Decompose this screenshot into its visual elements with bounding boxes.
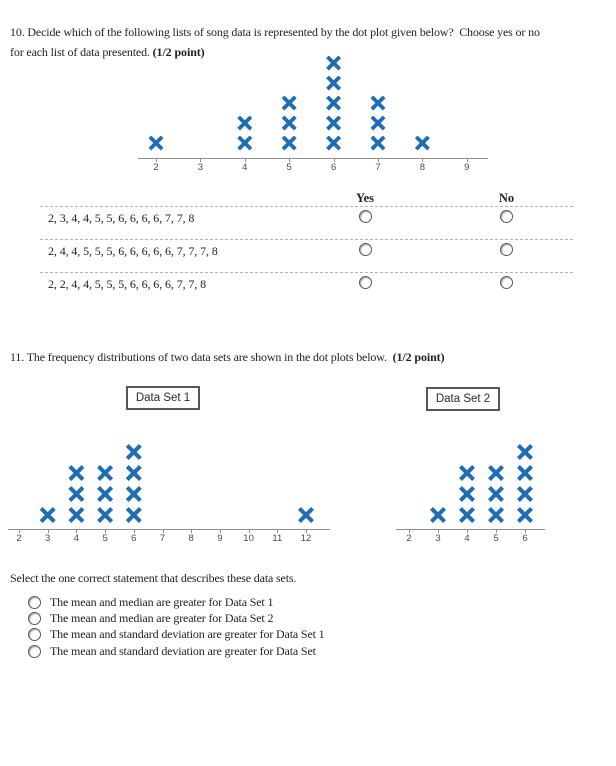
- dot-plot-data-set-2: [393, 440, 553, 545]
- axis-tick-label: 9: [464, 162, 470, 173]
- question-11-text: [10, 347, 444, 367]
- question-10-line1: 10. Decide which of the following lists of song data is represented by the dot plot given below? Choose yes or no: [10, 25, 540, 39]
- question-10-points: (1/2 point): [152, 45, 205, 59]
- axis-tick-label: 8: [188, 533, 194, 544]
- axis-tick-label: 2: [153, 162, 159, 173]
- x-marker: [282, 96, 297, 111]
- question-10-line2-text: for each list of data presented.: [10, 45, 153, 59]
- answer-option-3-label: The mean and standard deviation are greater for Data Set 1: [50, 627, 325, 642]
- x-marker: [326, 56, 341, 71]
- axis-tick-label: 3: [435, 533, 441, 544]
- axis-tick-label: 6: [522, 533, 528, 544]
- radio-option-2[interactable]: [28, 612, 41, 625]
- x-marker: [371, 136, 386, 151]
- radio-yes-row3[interactable]: [359, 276, 372, 289]
- axis-tick-label: 3: [45, 533, 51, 544]
- axis-tick-label: 5: [493, 533, 499, 544]
- x-marker: [517, 507, 533, 523]
- data-list-1: 2, 3, 4, 4, 5, 5, 6, 6, 6, 6, 7, 7, 8: [48, 211, 195, 225]
- table-header-row: [40, 188, 573, 206]
- table-row: [40, 272, 573, 305]
- axis-tick-label: 4: [464, 533, 470, 544]
- dataset2-label: Data Set 2: [426, 387, 500, 411]
- x-axis-line: [8, 529, 330, 530]
- x-marker: [97, 486, 113, 502]
- axis-tick-label: 7: [159, 533, 166, 544]
- dot-plot-data-set-1: [7, 440, 342, 545]
- x-marker: [459, 486, 475, 502]
- axis-tick-label: 3: [197, 162, 204, 173]
- x-marker: [126, 465, 142, 481]
- x-marker: [488, 486, 504, 502]
- table-row: [40, 206, 573, 239]
- answer-option-2-label: The mean and median are greater for Data Set 2: [50, 611, 274, 626]
- select-prompt: Select the one correct statement that describes these data sets.: [10, 571, 297, 585]
- no-header-cell: [440, 188, 573, 206]
- data-list-3: 2, 2, 4, 4, 5, 5, 5, 6, 6, 6, 6, 7, 7, 8: [48, 277, 207, 291]
- x-marker: [326, 96, 341, 111]
- axis-tick-label: 5: [286, 162, 292, 173]
- radio-yes-row1[interactable]: [359, 210, 372, 223]
- x-marker: [517, 486, 533, 502]
- table-row: [40, 239, 573, 272]
- x-marker: [126, 444, 142, 460]
- axis-tick-label: 6: [330, 162, 337, 173]
- x-marker: [488, 507, 504, 523]
- radio-option-1[interactable]: [28, 596, 41, 609]
- x-marker: [126, 486, 142, 502]
- answer-option-1-label: The mean and median are greater for Data Set 1: [50, 595, 274, 609]
- answer-option-2[interactable]: [28, 611, 325, 627]
- answer-option-4[interactable]: [28, 644, 325, 660]
- x-marker: [68, 465, 84, 481]
- x-marker: [97, 507, 113, 523]
- axis-tick-label: 2: [16, 533, 22, 544]
- yes-header: Yes: [355, 191, 375, 205]
- x-marker: [68, 507, 84, 523]
- answer-options: [28, 595, 325, 660]
- axis-tick-label: 2: [406, 533, 412, 544]
- dataset1-label: Data Set 1: [126, 386, 200, 410]
- empty-header-cell: [40, 188, 290, 206]
- answer-option-1[interactable]: [28, 595, 325, 611]
- question-11-points: (1/2 point): [392, 350, 445, 364]
- x-marker: [237, 116, 252, 131]
- dot-plot-q10: [135, 52, 495, 182]
- x-marker: [326, 76, 341, 91]
- x-marker: [517, 465, 533, 481]
- data-list-2: 2, 4, 4, 5, 5, 5, 6, 6, 6, 6, 6, 7, 7, 7, 8: [48, 244, 218, 258]
- radio-no-row2[interactable]: [500, 243, 513, 256]
- x-marker: [40, 507, 56, 523]
- x-marker: [326, 136, 341, 151]
- x-marker: [415, 136, 430, 151]
- x-marker: [371, 96, 386, 111]
- x-marker: [282, 136, 297, 151]
- x-marker: [459, 507, 475, 523]
- x-marker: [237, 136, 252, 151]
- question-11-line1: 11. The frequency distributions of two data sets are shown in the dot plots below.: [10, 350, 393, 364]
- x-marker: [97, 465, 113, 481]
- answer-option-3[interactable]: [28, 627, 325, 643]
- x-marker: [298, 507, 314, 523]
- x-axis-line: [396, 529, 545, 530]
- x-marker: [149, 136, 164, 151]
- axis-tick-label: 5: [102, 533, 108, 544]
- yes-header-cell: [290, 188, 440, 206]
- x-marker: [430, 507, 446, 523]
- radio-option-4[interactable]: [28, 645, 41, 658]
- axis-tick-label: 7: [375, 162, 381, 173]
- yes-no-table: [40, 188, 573, 305]
- x-marker: [459, 465, 475, 481]
- x-marker: [326, 116, 341, 131]
- x-marker: [68, 486, 84, 502]
- x-marker: [282, 116, 297, 131]
- axis-tick-label: 4: [73, 533, 80, 544]
- radio-yes-row2[interactable]: [359, 243, 372, 256]
- x-marker: [371, 116, 386, 131]
- axis-tick-label: 12: [300, 533, 312, 544]
- answer-option-4-label: The mean and standard deviation are greater for Data Set: [50, 643, 316, 658]
- x-marker: [126, 507, 142, 523]
- x-axis-line: [138, 158, 488, 159]
- axis-tick-label: 11: [272, 533, 283, 544]
- axis-tick-label: 8: [419, 162, 426, 173]
- axis-tick-label: 4: [242, 162, 248, 173]
- axis-tick-label: 9: [217, 533, 223, 544]
- radio-option-3[interactable]: [28, 628, 41, 641]
- axis-tick-label: 10: [243, 533, 254, 544]
- axis-tick-label: 6: [131, 533, 137, 544]
- x-marker: [488, 465, 504, 481]
- radio-no-row1[interactable]: [500, 210, 513, 223]
- radio-no-row3[interactable]: [500, 276, 513, 289]
- no-header: No: [498, 191, 515, 205]
- x-marker: [517, 444, 533, 460]
